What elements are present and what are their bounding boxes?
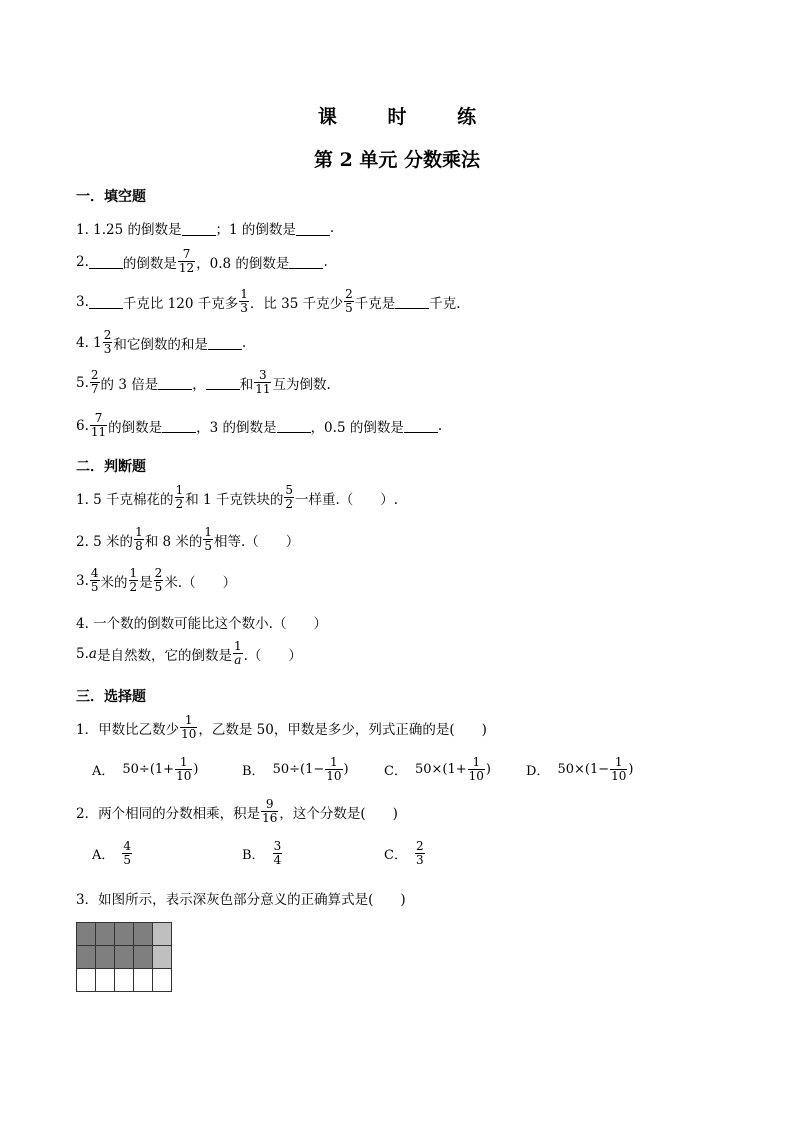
answer-blank[interactable] [277,418,311,433]
fraction: $\frac{2}{3}$ [415,839,424,867]
fill-question-6: 6. $\frac{7}{11}$ 的倒数是 ，3 的倒数是 ，0.5 的倒数是 . [76,411,443,439]
fraction: $\frac{5}{2}$ [285,483,294,511]
fill-question-3: 3. 千克比 120 千克多 $\frac{1}{3}$ ．比 35 千克少 $\frac{2}{5}$ 千克是 千克. [76,287,461,315]
fraction: $\frac{1}{10}$ [181,713,197,741]
choice-q1-option-a[interactable]: A． 50÷(1+ $\frac{1}{10}$ ) [92,755,199,783]
grid-cell [77,923,96,946]
choice-q2-option-b[interactable]: B． $\frac{3}{4}$ [242,839,282,867]
section-fill-heading: 一．填空题 [76,189,146,205]
grid-cell [115,969,134,992]
grid-cell [96,923,115,946]
fraction: $\frac{3}{4}$ [273,839,282,867]
fraction: $\frac{7}{12}$ [178,247,195,275]
grid-cell [153,923,172,946]
fraction: $\frac{1}{8}$ [135,525,143,553]
fraction: $\frac{1}{3}$ [240,287,248,315]
fraction: $\frac{9}{16}$ [262,797,278,825]
fraction: $\frac{1}{2}$ [175,483,184,511]
answer-blank[interactable] [208,335,242,350]
judge-question-2: 2. 5 米的 $\frac{1}{8}$ 和 8 米的 $\frac{1}{5}$ 相等.（ ） [76,525,300,553]
grid-cell [134,946,153,969]
answer-blank[interactable] [395,294,429,309]
shaded-grid-figure [76,922,172,992]
grid-cell [153,946,172,969]
judge-question-1: 1. 5 千克棉花的 $\frac{1}{2}$ 和 1 千克铁块的 $\frac{5}{2}$ 一样重.（ ）. [76,483,399,511]
answer-blank[interactable] [206,375,240,390]
choice-question-2: 2．两个相同的分数相乘，积是 $\frac{9}{16}$ ，这个分数是( ) [76,797,398,825]
choice-q1-option-c[interactable]: C． 50×(1+ $\frac{1}{10}$ ) [384,755,491,783]
answer-blank[interactable] [158,375,192,390]
fraction: $\frac{3}{11}$ [255,368,271,396]
grid-cell [115,946,134,969]
choice-q1-option-d[interactable]: D． 50×(1− $\frac{1}{10}$ ) [526,755,634,783]
judge-question-3: 3. $\frac{4}{5}$ 米的 $\frac{1}{2}$ 是 $\frac{2}{5}$ 米.（ ） [76,566,237,594]
answer-blank[interactable] [289,254,323,269]
fraction: $\frac{2}{5}$ [154,566,163,594]
fraction: $\frac{2}{3}$ [103,328,112,356]
fraction: $\frac{7}{11}$ [90,411,107,439]
fraction: $\frac{4}{5}$ [90,566,99,594]
choice-q2-option-c[interactable]: C． $\frac{2}{3}$ [384,839,424,867]
choice-question-1: 1．甲数比乙数少 $\frac{1}{10}$ ，乙数是 50，甲数是多少，列式正确的是( ) [76,713,487,741]
choice-q2-option-a[interactable]: A． $\frac{4}{5}$ [92,839,132,867]
fraction: $\frac{4}{5}$ [123,839,132,867]
grid-cell [77,946,96,969]
grid-cell [96,969,115,992]
section-judge-heading: 二．判断题 [76,459,146,475]
answer-blank[interactable] [89,294,123,309]
grid-cell [96,946,115,969]
fraction: $\frac{2}{7}$ [90,368,99,396]
fraction: $\frac{1}{2}$ [129,566,138,594]
grid-cell [77,969,96,992]
answer-blank[interactable] [296,221,330,236]
choice-question-3: 3．如图所示，表示深灰色部分意义的正确算式是( ) [76,892,406,908]
fill-question-2: 2. 的倒数是 $\frac{7}{12}$ ，0.8 的倒数是 . [76,247,328,275]
grid-cell [134,969,153,992]
page-title: 课 时 练 [317,106,499,128]
grid-cell [134,923,153,946]
judge-question-5: 5. a 是自然数，它的倒数是 $\frac{1}{a}$ .（ ） [76,639,302,667]
page-subtitle: 第 2 单元 分数乘法 [313,149,481,171]
fraction: $\frac{2}{5}$ [345,287,353,315]
judge-question-4: 4. 一个数的倒数可能比这个数小.（ ） [76,616,327,632]
fraction: $\frac{1}{a}$ [233,639,242,667]
section-choice-heading: 三．选择题 [76,689,146,705]
fraction: $\frac{1}{10}$ [326,755,342,783]
choice-q1-option-b[interactable]: B． 50÷(1− $\frac{1}{10}$ ) [242,755,349,783]
grid-cell [115,923,134,946]
answer-blank[interactable] [162,418,196,433]
fraction: $\frac{1}{10}$ [611,755,627,783]
fraction: $\frac{1}{10}$ [176,755,192,783]
fill-question-4: 4. 1 $\frac{2}{3}$ 和它倒数的和是 . [76,328,247,356]
answer-blank[interactable] [89,254,123,269]
grid-cell [153,969,172,992]
fraction: $\frac{1}{5}$ [204,525,213,553]
fill-question-5: 5. $\frac{2}{7}$ 的 3 倍是 ， 和 $\frac{3}{11}$ 互为倒数. [76,368,331,396]
fraction: $\frac{1}{10}$ [468,755,484,783]
answer-blank[interactable] [404,418,438,433]
answer-blank[interactable] [182,221,216,236]
fill-question-1: 1. 1.25 的倒数是 ；1 的倒数是 . [76,220,335,238]
